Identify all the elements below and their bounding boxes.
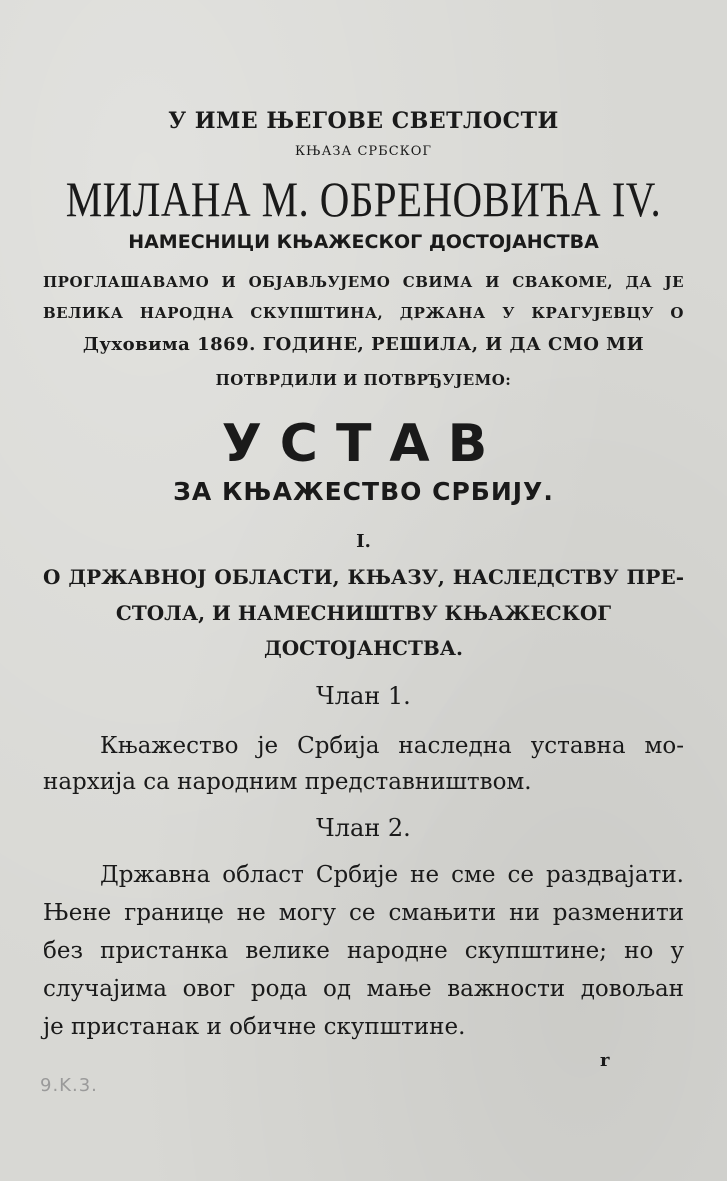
proclamation-line-1: ПРОГЛАШАВАМО И ОБЈАВЉУЈЕМО СВИМА И СВАКОМЕ, ДА ЈЕ bbox=[43, 273, 684, 291]
header-line-1: У ИМЕ ЊЕГОВЕ СВЕТЛОСТИ bbox=[168, 108, 559, 134]
regents-line: НАМЕСНИЦИ КЊАЖЕСКОГ ДОСТОЈАНСТВА bbox=[128, 231, 599, 253]
article-1-heading: Члан 1. bbox=[316, 682, 411, 710]
proclamation-line-3: Духовима 1869. ГОДИНЕ, РЕШИЛА, И ДА СМО МИ bbox=[82, 334, 645, 355]
document-subtitle: ЗА КЊАЖЕСТВО СРБИЈУ. bbox=[173, 477, 554, 506]
header-line-2: КЊАЗА СРБСКОГ bbox=[294, 144, 433, 159]
library-stamp: 9.K.3. bbox=[40, 1075, 98, 1096]
proclamation-line-4: ПОТВРДИЛИ И ПОТВРЂУЈЕМО: bbox=[215, 371, 512, 389]
chapter-title-line-3: ДОСТОЈАНСТВА. bbox=[263, 636, 464, 660]
article-2-line-3: без пристанка велике народне скупштине; но у bbox=[43, 938, 684, 964]
chapter-title-line-2: СТОЛА, И НАМЕСНИШТВУ КЊАЖЕСКОГ bbox=[115, 601, 612, 625]
proclamation-line-2: ВЕЛИКА НАРОДНА СКУПШТИНА, ДРЖАНА У КРАГУЈЕВЦУ О bbox=[43, 304, 684, 322]
article-2-line-1: Државна област Србије не сме се раздвајати. bbox=[100, 862, 684, 888]
article-2-line-5: је пристанак и обичне скупштине. bbox=[43, 1014, 466, 1040]
article-2-line-2: Њене границе не могу се смањити ни разменити bbox=[43, 900, 684, 926]
chapter-title-line-1: О ДРЖАВНОЈ ОБЛАСТИ, КЊАЗУ, НАСЛЕДСТВУ ПРЕ- bbox=[43, 565, 684, 589]
article-1-line-2: нархија са народним представништвом. bbox=[43, 769, 532, 795]
chapter-number: I. bbox=[356, 531, 371, 552]
article-1-line-1: Књажество је Србија наследна уставна мо- bbox=[100, 733, 684, 759]
article-2-heading: Члан 2. bbox=[316, 814, 411, 842]
prince-name: МИЛАНА М. ОБРЕНОВИЋА IV. bbox=[65, 171, 662, 227]
printer-mark: r bbox=[600, 1050, 610, 1071]
document-title: УСТАВ bbox=[221, 414, 506, 474]
article-2-line-4: случајима овог рода од мање важности довољан bbox=[43, 976, 684, 1002]
